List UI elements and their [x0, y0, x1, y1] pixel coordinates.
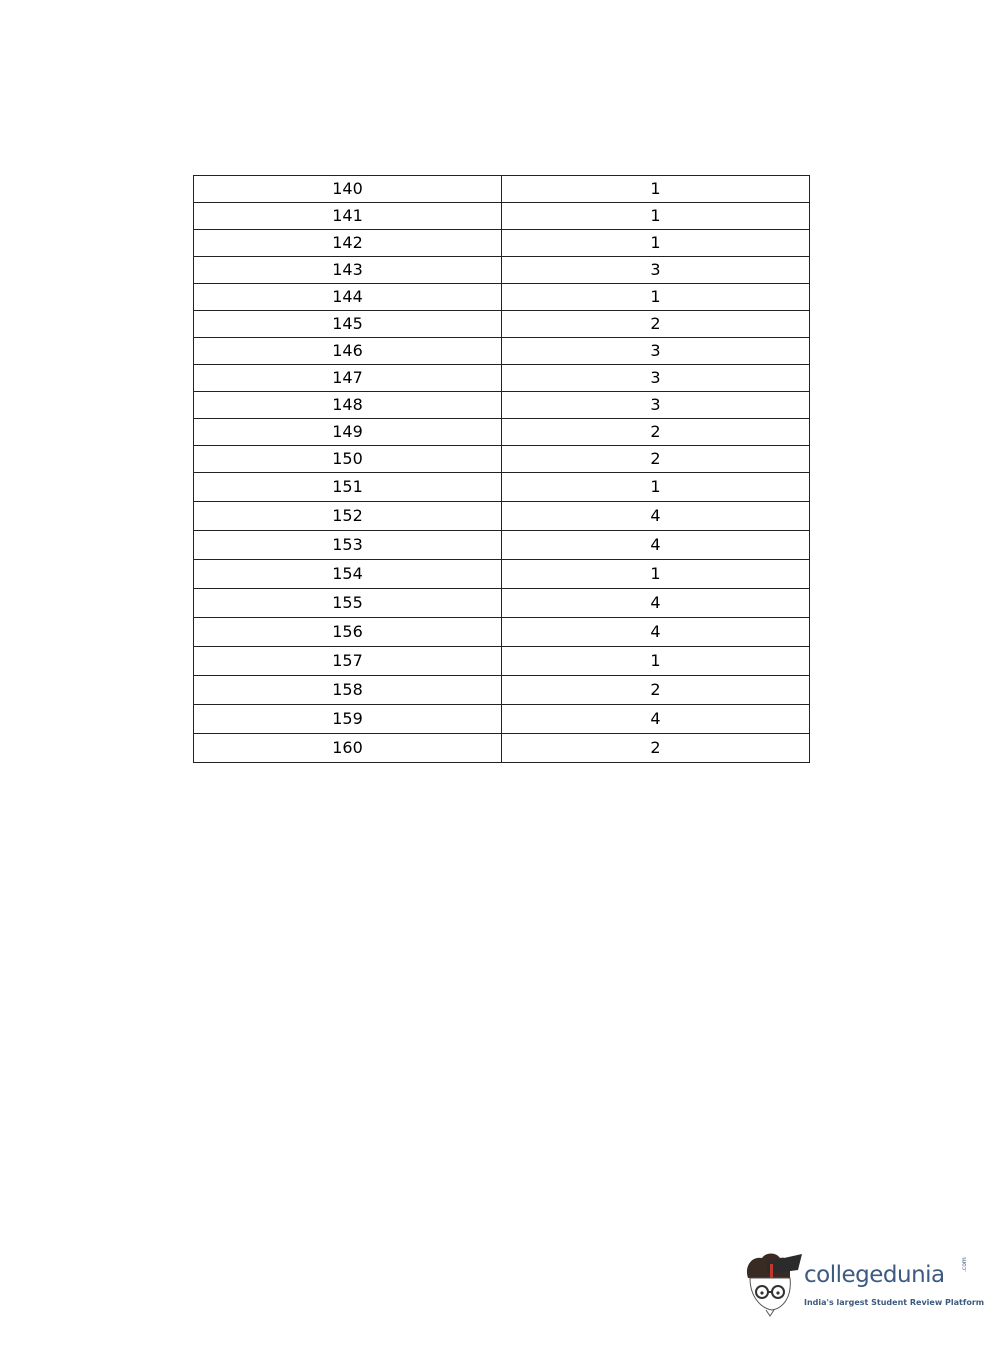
answer-option-cell: 4 — [502, 502, 810, 531]
question-number-cell: 158 — [194, 676, 502, 705]
table-row — [194, 589, 810, 618]
answer-option-cell: 4 — [502, 531, 810, 560]
brand-domain-suffix: .com — [961, 1257, 968, 1272]
table-row — [194, 531, 810, 560]
answer-key-table — [193, 175, 810, 763]
answer-option-cell: 2 — [502, 311, 810, 338]
answer-option-cell: 1 — [502, 560, 810, 589]
collegedunia-logo — [742, 1248, 985, 1318]
answer-option-cell: 4 — [502, 589, 810, 618]
answer-option-cell: 2 — [502, 446, 810, 473]
question-number-cell: 150 — [194, 446, 502, 473]
table-row — [194, 284, 810, 311]
table-row — [194, 203, 810, 230]
table-row — [194, 473, 810, 502]
answer-option-cell: 4 — [502, 618, 810, 647]
answer-option-cell: 2 — [502, 734, 810, 763]
brand-name: collegedunia — [804, 1262, 945, 1288]
table-row — [194, 502, 810, 531]
question-number-cell: 154 — [194, 560, 502, 589]
table-row — [194, 392, 810, 419]
question-number-cell: 157 — [194, 647, 502, 676]
table-row — [194, 257, 810, 284]
answer-option-cell: 4 — [502, 705, 810, 734]
answer-option-cell: 3 — [502, 338, 810, 365]
question-number-cell: 147 — [194, 365, 502, 392]
table-row — [194, 560, 810, 589]
answer-option-cell: 3 — [502, 392, 810, 419]
answer-option-cell: 1 — [502, 230, 810, 257]
question-number-cell: 151 — [194, 473, 502, 502]
answer-option-cell: 2 — [502, 419, 810, 446]
table-row — [194, 365, 810, 392]
answer-option-cell: 2 — [502, 676, 810, 705]
table-row — [194, 676, 810, 705]
student-mascot-icon — [742, 1248, 804, 1318]
table-row — [194, 176, 810, 203]
question-number-cell: 160 — [194, 734, 502, 763]
answer-option-cell: 1 — [502, 203, 810, 230]
question-number-cell: 159 — [194, 705, 502, 734]
answer-option-cell: 1 — [502, 647, 810, 676]
table-row — [194, 647, 810, 676]
question-number-cell: 144 — [194, 284, 502, 311]
question-number-cell: 142 — [194, 230, 502, 257]
question-number-cell: 156 — [194, 618, 502, 647]
answer-option-cell: 1 — [502, 176, 810, 203]
question-number-cell: 149 — [194, 419, 502, 446]
question-number-cell: 141 — [194, 203, 502, 230]
answer-option-cell: 3 — [502, 365, 810, 392]
table-row — [194, 338, 810, 365]
answer-option-cell: 1 — [502, 284, 810, 311]
table-row — [194, 419, 810, 446]
table-row — [194, 230, 810, 257]
table-row — [194, 311, 810, 338]
question-number-cell: 140 — [194, 176, 502, 203]
table-row — [194, 705, 810, 734]
question-number-cell: 152 — [194, 502, 502, 531]
question-number-cell: 146 — [194, 338, 502, 365]
answer-option-cell: 3 — [502, 257, 810, 284]
question-number-cell: 143 — [194, 257, 502, 284]
answer-option-cell: 1 — [502, 473, 810, 502]
question-number-cell: 153 — [194, 531, 502, 560]
answer-key-body — [194, 176, 810, 763]
question-number-cell: 155 — [194, 589, 502, 618]
question-number-cell: 148 — [194, 392, 502, 419]
question-number-cell: 145 — [194, 311, 502, 338]
table-row — [194, 618, 810, 647]
table-row — [194, 734, 810, 763]
brand-tagline: India's largest Student Review Platform — [804, 1298, 985, 1307]
table-row — [194, 446, 810, 473]
